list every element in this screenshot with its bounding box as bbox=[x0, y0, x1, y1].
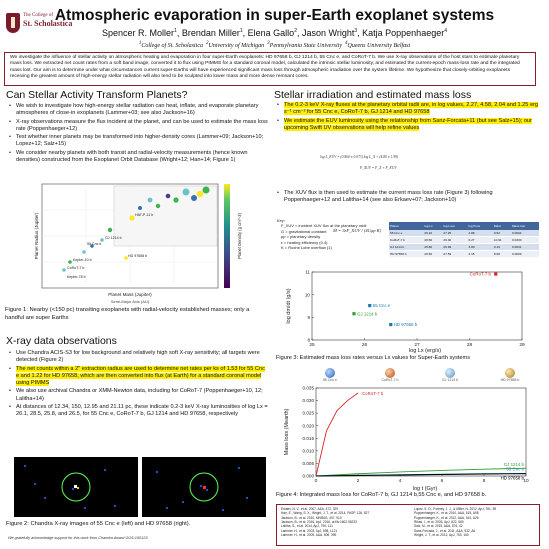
table-header: Mdot bbox=[493, 222, 511, 230]
reference: Lopez, E. D., Fortney, J. J., & Miller, N. 2012, ApJ, 761, 59 bbox=[414, 507, 497, 511]
table-row: CoRoT-7 b 28.50 29.30 6.27 10.91 0.0330 bbox=[389, 237, 539, 244]
point-label: CoRoT-7 b bbox=[469, 271, 491, 277]
key-item: K = Roche Lobe overflow (1) bbox=[281, 244, 332, 250]
planet-corot7-icon bbox=[385, 368, 395, 378]
point-label: GJ 1214 b bbox=[357, 311, 378, 317]
fig1-point-label: Kepler-78 b bbox=[67, 275, 86, 279]
fig1-xlabel: Planet Mass (Jupiter) bbox=[108, 292, 152, 297]
references-column-1 bbox=[281, 507, 406, 537]
x-tick-label: 25 bbox=[309, 343, 315, 348]
fig3-xlabel: log Lx (erg/s) bbox=[408, 348, 442, 354]
data-point bbox=[352, 312, 355, 315]
y-tick-label: 0.015 bbox=[302, 435, 314, 441]
author: Spencer R. Moller$^1$, bbox=[102, 28, 182, 38]
key-item: ε = heating efficiency (0.4) bbox=[281, 239, 328, 245]
reference: Lalitha, S., et al. 2014, ApJ, 790, L11 bbox=[281, 524, 333, 529]
xuv-note: • The XUV flux is then used to estimate the current mass loss rate (Figure 3) following Poppenhaeger+12 and Lalitha+14 (see also Erkaev+07; Jackson+10) bbox=[277, 190, 493, 204]
author: Brendan Miller$^1$, bbox=[181, 28, 248, 38]
bullet-highlighted: • The 0.2-3 keV X-ray fluxes at the planetary orbital radii are, in log values, 2.27, 4.58, 2.04 and 1.25 erg s⁻¹ cm⁻² for 55 Cnc e, CoRoT-7 b, GJ 1214 and HD 97658 bbox=[276, 102, 540, 117]
section-title-irradiation: Stellar irradiation and estimated mass loss bbox=[274, 89, 472, 101]
fig1-colorbar-label: Planet Density (g cm^-3) bbox=[237, 213, 242, 259]
bullet-highlighted: • We estimate the EUV luminosity using the relationship from Sanz-Forcata+11 (but see Salz+15); our upcoming Swift UV observations will help refine values bbox=[276, 118, 540, 133]
fig1-point-label: GJ 1214 b bbox=[105, 236, 122, 240]
key-item: F_XUV = incident XUV flux at the planetary orbit bbox=[281, 223, 367, 229]
key-item: G = gravitational constant bbox=[281, 228, 327, 234]
bullet: • X-ray observations measure the flux incident at the planet, and can be used to estimate the mass loss rate (Poppenhaeger+12) bbox=[8, 119, 268, 134]
y-tick-label: 0.025 bbox=[302, 410, 314, 416]
poster-title: Atmospheric evaporation in super-Earth exoplanet systems bbox=[54, 7, 495, 24]
y-tick-label: 0.000 bbox=[302, 473, 314, 479]
planet-hd97658-icon bbox=[505, 368, 515, 378]
acknowledgement: We gratefully acknowledge support for this work from Chandra Award GO5-16012X bbox=[8, 536, 148, 540]
reference: Jackson, B., et al. 2016, ApJ, 2016, arXiv:1602.06233 bbox=[281, 519, 357, 524]
x-tick-label: 8 bbox=[482, 479, 486, 484]
x-tick-label: 4 bbox=[398, 479, 402, 484]
planet-illustration: GJ 1214 b bbox=[420, 368, 480, 382]
table-row: 55 Cnc e 26.10 27.25 4.88 9.52 0.0004 bbox=[389, 230, 539, 237]
y-tick-label: 10 bbox=[304, 292, 310, 298]
table-header-row bbox=[389, 222, 539, 230]
y-tick-label: 0.010 bbox=[302, 448, 314, 454]
logo-line2: St. Scholastica bbox=[23, 19, 73, 28]
table-header: log Fxuv bbox=[467, 222, 492, 230]
table-header: log Lx bbox=[423, 222, 442, 230]
author: Elena Gallo$^2$, bbox=[247, 28, 302, 38]
x-tick-label: 2 bbox=[356, 479, 360, 484]
x-tick-label: 10 bbox=[523, 479, 529, 484]
section-title-stellar-activity: Can Stellar Activity Transform Planets? bbox=[6, 89, 188, 101]
references-column-2 bbox=[414, 507, 539, 537]
y-tick-label: 0.035 bbox=[302, 385, 314, 391]
figure3-mass-loss-vs-lx bbox=[282, 268, 540, 354]
equation-key bbox=[277, 218, 387, 250]
irradiation-bullets bbox=[276, 102, 540, 133]
reference: Poppenhaeger, K., et al. 2012, A&A, 541, A26 bbox=[414, 515, 479, 520]
fig4-xlabel: log t (Gyr) bbox=[412, 486, 438, 492]
bullet: • We consider nearby planets with both transit and radial-velocity measurements (hence known densities) constructed from the Exoplanet Orbit Database (Wright+12; Han+14; Figure 1) bbox=[8, 150, 268, 165]
x-tick-label: 6 bbox=[440, 479, 444, 484]
reference: Salz, M., et al. 2015, A&A, 576, 42 bbox=[414, 524, 463, 529]
author-list bbox=[0, 28, 549, 38]
bullet: • Test whether inner planets may be transformed into higher-density cores (Lammer+09; Jackson+10; Lopez+12; Salz+15) bbox=[8, 134, 268, 149]
bullet: • We also use archival Chandra or XMM-Newton data, including for CoRoT-7 (Poppenhaeger+10, 12; Lalitha+14) bbox=[8, 388, 268, 403]
fig1-point-label: 55 Cnc e bbox=[87, 242, 102, 246]
equation-euv: log L_EUV = (0.860 ± 0.073) log L_X + (4.80 ± 1.99) bbox=[320, 155, 399, 159]
x-tick-label: 26 bbox=[361, 343, 368, 348]
fig1-point-label: Kepler-10 b bbox=[73, 258, 92, 262]
chandra-image-hd97658 bbox=[142, 457, 266, 517]
chandra-image-55cnc bbox=[14, 457, 138, 517]
reference: Jackson, B., et al. 2010, MNRAS, 407, 910 bbox=[281, 515, 342, 520]
figure2-caption: Figure 2: Chandra X-ray images of 55 Cnc e (left) and HD 97658 (right). bbox=[6, 521, 191, 527]
abstract-box: We investigate the influence of stellar activity on atmospheric heating and evaporation in four super-Earth exoplanets: HD 97658 b, GJ 1214 b, 55 Cnc e, and CoRoT-7 b. We use X-ray observations of the host stars to estimate planetary mass loss. We extracted net count rates from a soft band image, converted it to flux using PIMMS for a standard coronal model, calculated the intrinsic stellar luminosity, and estimated the current-epoch mass-loss rate and the integrated mass lost. Our aim is to determine under what circumstances current super-Earths will have experienced significant mass loss through atmospheric irradiation over the system lifetime. We hypothesize that closely-orbiting exoplanets receiving the greatest amount of high-energy stellar radiation will also tend to be sculpted into lower mass and more dense remnant cores. bbox=[4, 52, 536, 86]
planet-illustration: HD 97658 b bbox=[480, 368, 540, 382]
reference: Lammer, H., et al. 2009, A&A, 506, 399 bbox=[281, 532, 337, 537]
fig1-point-label: HAT-P-11 b bbox=[135, 213, 154, 217]
affiliation: $^3$Pennsylvania State University bbox=[267, 41, 342, 49]
affiliation-list bbox=[0, 41, 549, 49]
figure3-caption: Figure 3: Estimated mass loss rates versus Lx values for Super-Earth systems bbox=[276, 355, 470, 361]
figure4-integrated-mass-loss bbox=[282, 384, 540, 492]
table-row: HD 97658 b 26.50 27.59 3.15 8.68 0.0009 bbox=[389, 251, 539, 258]
fig1-point-label: HD 97658 b bbox=[128, 254, 148, 258]
planet-illustrations bbox=[300, 368, 540, 382]
x-tick-label: 27 bbox=[414, 343, 420, 348]
fig1-point-label: CoRoT-7 b bbox=[67, 266, 85, 270]
chandra-image-hd97658-graphic bbox=[142, 457, 266, 517]
fig1-ylabel: Planet Radius (Jupiter) bbox=[34, 212, 39, 260]
series-label: CoRoT-7 b bbox=[362, 391, 384, 397]
stellar-activity-bullets bbox=[8, 103, 268, 165]
affiliation: $^4$Queens University Belfast bbox=[345, 41, 411, 49]
point-label: 55 Cnc e bbox=[372, 303, 391, 309]
table-header: Planet bbox=[389, 222, 423, 230]
chandra-image-55cnc-graphic bbox=[14, 457, 138, 517]
data-point bbox=[494, 272, 497, 275]
logo-line1: The College of bbox=[23, 13, 53, 18]
affiliation: $^2$University of Michigan bbox=[206, 41, 265, 49]
table-row: GJ 1214 b 25.80 26.99 3.80 9.16 0.0031 bbox=[389, 244, 539, 251]
author: Jason Wright$^3$, bbox=[301, 28, 363, 38]
planet-55cnc-icon bbox=[325, 368, 335, 378]
xray-bullets bbox=[8, 350, 268, 419]
reference: Lammer, H., et al. 2003, ApJ, 598, L121 bbox=[281, 528, 338, 533]
fig4-ylabel: Mass loss (Mearth) bbox=[284, 408, 290, 456]
y-tick-label: 9 bbox=[307, 314, 310, 320]
point-label: HD 97658 b bbox=[393, 322, 418, 328]
fig3-ylabel: log dm/dt (g/s) bbox=[286, 288, 292, 324]
table-header: log Lxuv bbox=[442, 222, 467, 230]
figure4-caption: Figure 4: Integrated mass loss for CoRoT-7 b, GJ 1214 b,55 Cnc e, and HD 97658 b. bbox=[276, 492, 487, 498]
planet-illustration: CoRoT-7 b bbox=[360, 368, 420, 382]
reference: Wright, J. T., et al. 2012, ApJ, 753, 160 bbox=[414, 532, 469, 537]
x-tick-label: 0 bbox=[314, 479, 318, 484]
bullet: • Use Chandra ACIS-S3 for low background and relatively high soft X-ray sensitivity; all targets were detected (Figure 2) bbox=[8, 350, 268, 365]
data-point bbox=[389, 323, 392, 326]
reference: Erkaev, N. V., et al. 2007, A&A, 472, 329 bbox=[281, 507, 339, 511]
y-tick-label: 0.020 bbox=[302, 423, 314, 429]
author: Katja Poppenhaeger$^4$ bbox=[362, 28, 447, 38]
y-tick-label: 8 bbox=[307, 337, 310, 343]
series-label: HD 97658 b bbox=[500, 475, 524, 481]
reference: Sanz-Forcada, J., et al. 2011, A&A, 532, A6 bbox=[414, 528, 476, 533]
figure1-caption: Figure 1: Nearby (<150 pc) transiting exoplanets with radial-velocity established masses; only a handful are super Earths bbox=[5, 307, 250, 321]
y-tick-label: 11 bbox=[305, 269, 310, 275]
reference: Poppenhaeger, K., et al. 2010, A&A, 515, A98 bbox=[414, 511, 479, 516]
equation-mass-loss: Ṁ = 3εF_XUV / (4Gρp K) bbox=[333, 228, 382, 233]
data-point bbox=[368, 304, 371, 307]
y-tick-label: 0.005 bbox=[302, 461, 314, 467]
fig1-footer: Semi-Major Axis (AU) bbox=[110, 299, 150, 304]
reference: Han, E., Wang, S. X., Wright, J. T., et al. 2014, PASP, 126, 827 bbox=[281, 511, 370, 516]
figure1-planet-mass-radius bbox=[8, 178, 270, 306]
planet-gj1214-icon bbox=[445, 368, 455, 378]
key-title: Key: bbox=[277, 218, 286, 223]
affiliation: $^1$College of St. Scholastica bbox=[138, 41, 204, 49]
reference: Ribas, I., et al. 2005, ApJ, 622, 680 bbox=[414, 519, 464, 524]
references-box bbox=[276, 504, 540, 546]
x-tick-label: 28 bbox=[466, 343, 473, 348]
y-tick-label: 0.030 bbox=[302, 398, 314, 404]
plot-frame bbox=[312, 272, 522, 340]
bullet: • At distances of 12.34, 150, 12.95 and 21.11 pc, these indicate 0.2-3 keV X-ray luminosities of log Lx = 26.1, 28.5, 25.8, and 26.5, for 55 Cnc e, CoRoT-7 b, GJ 1214 and HD 97658, respectively bbox=[8, 404, 268, 419]
table-header: Mass lost bbox=[511, 222, 539, 230]
planet-illustration: 55 Cnc e bbox=[300, 368, 360, 382]
x-tick-label: 29 bbox=[519, 343, 525, 348]
section-title-xray: X-ray data observations bbox=[6, 335, 117, 347]
bullet-highlighted: • The net counts within a 2" extraction radius are used to determine net rates per ks of 1.53 for 55 Cnc e and 1.22 for HD 97658, which are then converted into flux (at Earth) for a standard coronal model using PIMMS bbox=[8, 366, 268, 388]
equation-xuv: F_XUV = F_X + F_EUV bbox=[360, 166, 397, 170]
planet-table bbox=[389, 222, 539, 258]
series-label: GJ 1214 b bbox=[503, 462, 524, 468]
bullet: • We wish to investigate how high-energy stellar radiation can heat, inflate, and evaporate planetary atmospheres of close-in exoplanets (Lammer+03; see also Jackson+16) bbox=[8, 103, 268, 118]
fig1-colorbar bbox=[224, 184, 230, 288]
key-item: ρp = planetary density bbox=[281, 234, 321, 240]
plot-frame bbox=[316, 388, 526, 476]
series-label: 55 Cnc e bbox=[506, 466, 524, 472]
